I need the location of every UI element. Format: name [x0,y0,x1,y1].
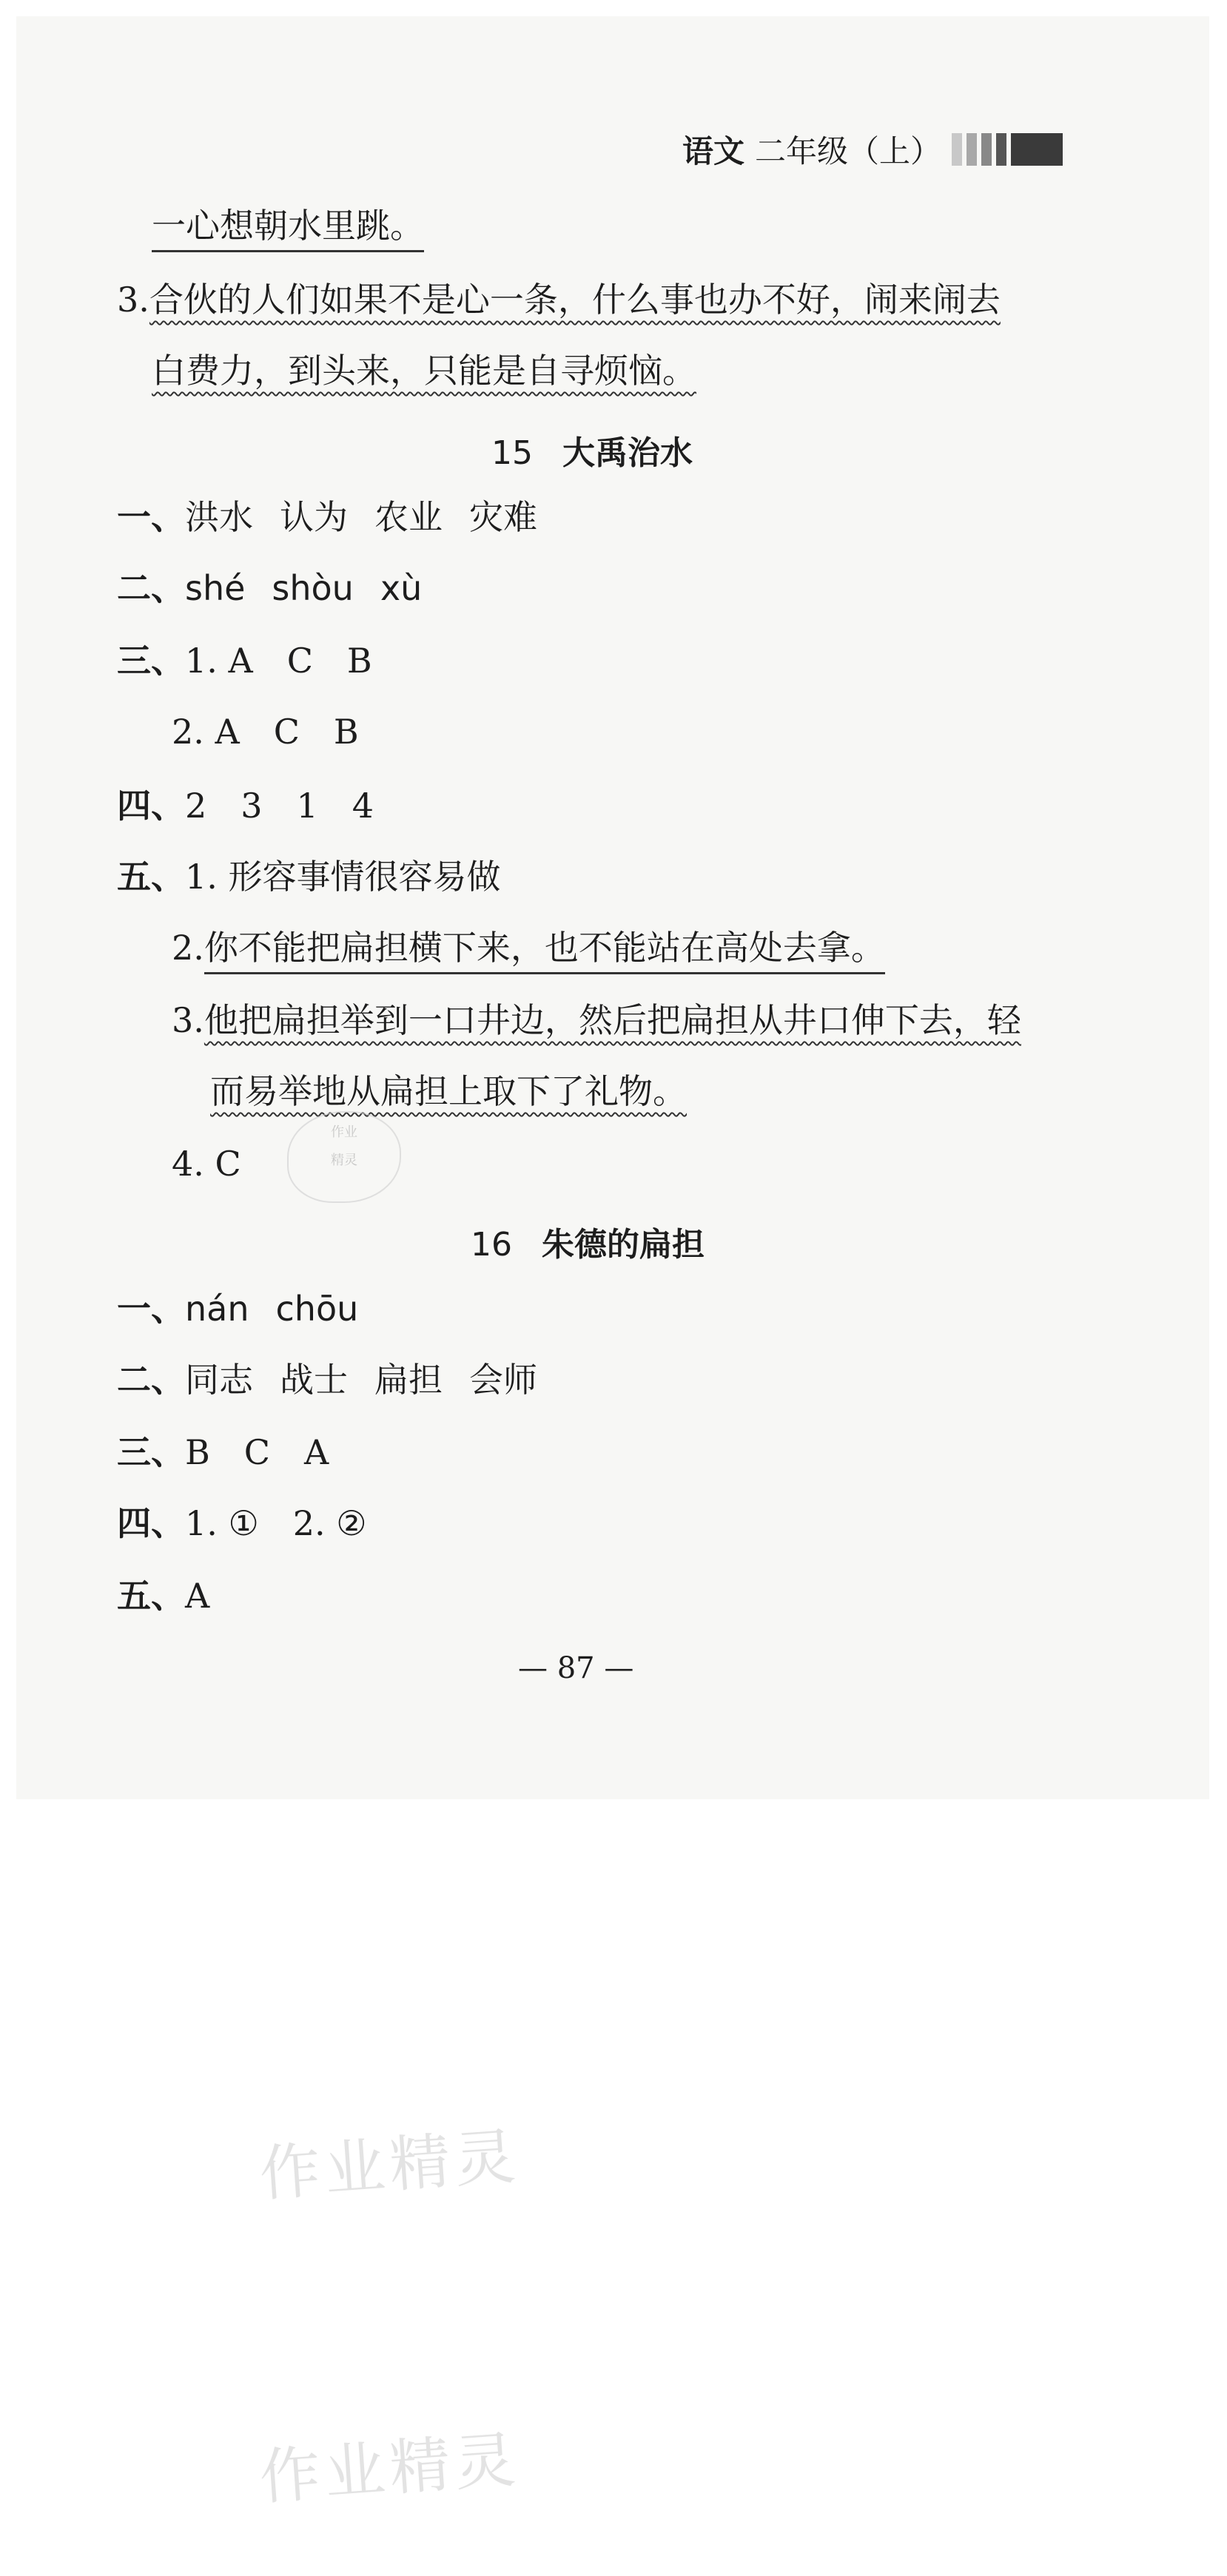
l15-section-1: 一、洪水 认为 农业 灾难 [117,497,537,537]
l15-section-5-item-2: 2.你不能把扁担横下来，也不能站在高处去拿。 [172,931,885,965]
answer-word: chōu [275,1289,359,1329]
answer-word: 认为 [280,497,348,537]
l16-section-5: 五、A [117,1576,210,1616]
answer-word: 农业 [374,497,443,537]
header-grade: 二年级（上） [755,133,942,169]
answer-word: 会师 [469,1360,537,1400]
l15-section-2: 二、shé shòu xù [117,568,423,608]
page-number: — 87 — [518,1651,634,1685]
l16-section-3: 三、B C A [117,1432,329,1472]
l15-section-5-item-3: 3.他把扁担举到一口井边，然后把扁担从井口伸下去，轻 [172,1000,1021,1040]
header-subject: 语文 [682,133,745,169]
answer-word: 同志 [185,1360,253,1400]
lesson-15-title: 15 大禹治水 [491,434,693,472]
answer-item-3: 3.合伙的人们如果不是心一条，什么事也办不好，闹来闹去 [117,280,1001,320]
l15-section-5-item-3-cont: 而易举地从扁担上取下了礼物。 [210,1071,687,1111]
l16-section-2: 二、同志 战士 扁担 会师 [117,1360,537,1400]
stamp-logo: 作业 精灵 [287,1111,401,1203]
watermark: 作业精灵 [257,2121,522,2211]
answer-word: xù [380,568,423,608]
header-decoration [952,133,1063,166]
lesson-16-title: 16 朱德的扁担 [471,1226,705,1264]
answer-word: 战士 [280,1360,348,1400]
page-header [682,127,1063,172]
answer-word: nán [185,1289,249,1329]
watermark: 作业精灵 [257,2424,522,2514]
answer-word: 扁担 [374,1360,443,1400]
l16-section-4: 四、1. ① 2. ② [117,1503,367,1543]
answer-word: shòu [272,568,354,608]
answer-word: 灾难 [469,497,537,537]
answer-word: shé [185,568,246,608]
l15-section-5-item-4: 4. C [172,1144,241,1184]
l15-section-4: 四、2 3 1 4 [117,786,374,826]
answer-word: 洪水 [185,497,253,537]
answer-line: 一心想朝水里跳。 [152,209,424,243]
l15-section-3-line2: 2. A C B [172,712,359,752]
l16-section-1: 一、nán chōu [117,1289,359,1329]
l15-section-5: 五、1. 形容事情很容易做 [117,857,501,897]
l15-section-3: 三、1. A C B [117,641,372,681]
answer-item-3-cont: 白费力，到头来，只能是自寻烦恼。 [152,351,696,391]
